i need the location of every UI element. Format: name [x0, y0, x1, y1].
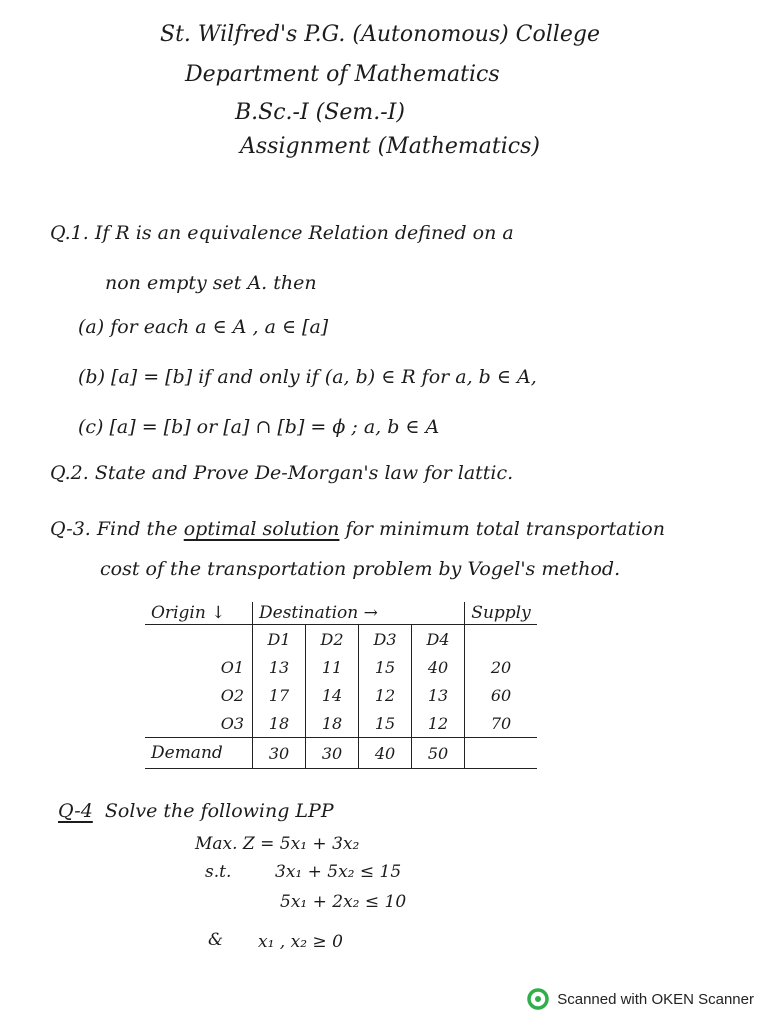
cost-cell: 15 [359, 709, 412, 738]
cost-cell: 18 [253, 709, 306, 738]
cost-cell: 12 [359, 681, 412, 709]
department-name: Department of Mathematics [185, 62, 500, 87]
supply-cell: 60 [465, 681, 538, 709]
demand-row [145, 738, 537, 769]
q4-constraint-2: 5x₁ + 2x₂ ≤ 10 [280, 892, 407, 912]
demand-label: Demand [145, 738, 253, 769]
q3-prefix: Q-3. Find the [50, 518, 178, 540]
q4-amp: & [208, 930, 224, 950]
q3-line2: cost of the transportation problem by Vogel's method. [100, 558, 621, 580]
destination-label: Destination → [253, 602, 465, 625]
cost-cell: 18 [306, 709, 359, 738]
q1-line1: Q.1. If R is an equivalence Relation defined on a [50, 222, 514, 244]
table-dest-row [145, 625, 537, 654]
q4-nonneg: x₁ , x₂ ≥ 0 [258, 932, 343, 952]
q4-st: s.t. [205, 862, 232, 882]
college-name: St. Wilfred's P.G. (Autonomous) College [160, 22, 600, 47]
table-header-row [145, 602, 537, 625]
table-row [145, 709, 537, 738]
q3-line1 [50, 518, 665, 540]
dest-d1: D1 [253, 625, 306, 654]
course-name: B.Sc.-I (Sem.-I) [235, 100, 405, 125]
dest-d3: D3 [359, 625, 412, 654]
demand-cell: 30 [253, 738, 306, 769]
q4-label: Q-4 [58, 800, 93, 822]
table-row [145, 681, 537, 709]
q3-suffix: for minimum total transportation [345, 518, 665, 540]
q3-underlined: optimal solution [183, 518, 340, 540]
cost-cell: 13 [412, 681, 465, 709]
dest-d2: D2 [306, 625, 359, 654]
q4-text: Solve the following LPP [104, 800, 334, 822]
q1-part-b: (b) [a] = [b] if and only if (a, b) ∈ R for a, b ∈ A, [78, 366, 537, 388]
origin-o2: O2 [220, 685, 244, 705]
supply-cell: 20 [465, 653, 538, 681]
demand-cell: 50 [412, 738, 465, 769]
cost-cell: 40 [412, 653, 465, 681]
supply-cell: 70 [465, 709, 538, 738]
scanner-text: Scanned with OKEN Scanner [557, 990, 754, 1008]
cost-cell: 17 [253, 681, 306, 709]
supply-label: Supply [465, 602, 538, 625]
table-row [145, 653, 537, 681]
origin-o1: O1 [220, 657, 244, 677]
q1-line2: non empty set A. then [105, 272, 317, 294]
transportation-table [145, 602, 537, 769]
origin-label: Origin ↓ [145, 602, 253, 625]
q4-question [58, 800, 334, 822]
q1-part-a: (a) for each a ∈ A , a ∈ [a] [78, 316, 329, 338]
scanner-watermark [527, 988, 754, 1010]
dest-d4: D4 [412, 625, 465, 654]
q4-constraint-1: 3x₁ + 5x₂ ≤ 15 [275, 862, 402, 882]
cost-cell: 13 [253, 653, 306, 681]
demand-cell: 40 [359, 738, 412, 769]
origin-o3: O3 [220, 713, 244, 733]
q4-objective: Max. Z = 5x₁ + 3x₂ [195, 834, 360, 854]
cost-cell: 14 [306, 681, 359, 709]
assignment-title: Assignment (Mathematics) [240, 134, 540, 159]
demand-cell: 30 [306, 738, 359, 769]
oken-logo-icon [527, 988, 549, 1010]
cost-cell: 11 [306, 653, 359, 681]
cost-cell: 15 [359, 653, 412, 681]
cost-cell: 12 [412, 709, 465, 738]
q2-text: Q.2. State and Prove De-Morgan's law for lattic. [50, 462, 514, 484]
q1-part-c: (c) [a] = [b] or [a] ∩ [b] = ϕ ; a, b ∈ A [78, 416, 440, 438]
